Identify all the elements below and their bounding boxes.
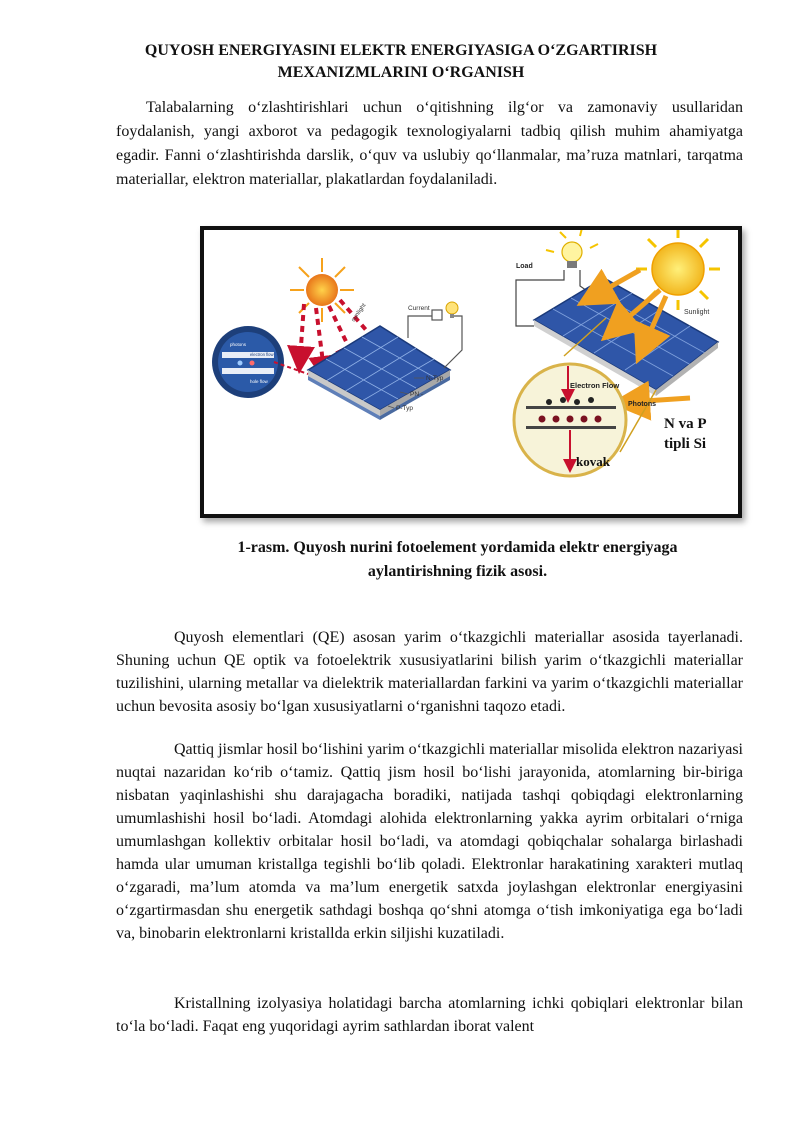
n-type-label: N-Typ <box>426 375 444 382</box>
intro-paragraph: Talabalarning o‘zlashtirishlari uchun o‘qitishning ilg‘or va zamonaviy usullaridan foydalanish, yangi axborot va pedagogik texnologiyalarni tadbiq qilish muhim ahamiyatga egadir. Fanni o‘zlashtirishda darslik, o‘quv va uslubiy qo‘llanmalar, ma’ruza matnlari, tarqatma materiallar, elektron materiallar, plakatlardan foydalaniladi. <box>116 99 743 188</box>
n-va-p-label: N va P <box>664 416 707 432</box>
photons-label: photons <box>230 342 247 347</box>
body-paragraph-1: Quyosh elementlari (QE) asosan yarim o‘tkazgichli materiallar asosida tayerlanadi. Shuning uchun QE optik va fotoelektrik xususiyatlarini bilish yarim o‘tkazgichli materiallar tuzilishini, ularning metallar va dielektrik materiallardan farkini va yarim o‘tkazgichli materiallar uchun bevosita asosiy bo‘lgan xususiyatlarni o‘rganishni taqozo etadi. <box>116 629 743 715</box>
electron-flow-text: Electron Flow <box>570 381 620 390</box>
figure-caption: 1-rasm. Quyosh nurini fotoelement yordamida elektr energiyaga aylantirishning fizik asosi. <box>237 539 678 580</box>
p-type-label: P-Typ <box>396 405 413 412</box>
tipli-si-label: tipli Si <box>664 436 707 452</box>
electron-flow-lens-label <box>570 381 619 390</box>
right-photons-label: Photons <box>628 401 656 408</box>
left-sun-icon <box>290 258 354 322</box>
electron-flow-label: electron flow <box>250 352 274 357</box>
load-label: Load <box>516 263 533 270</box>
left-solar-panel <box>308 326 450 420</box>
document-title: QUYOSH ENERGIYASINI ELEKTR ENERGIYASIGA O‘ZGARTIRISH MEXANIZMLARINI O‘RGANISH <box>144 42 658 81</box>
current-label: Current <box>408 305 430 312</box>
pn-label: PN - <box>410 391 423 398</box>
load-bulb-icon <box>546 230 598 268</box>
right-sunlight-label: Sunlight <box>684 309 710 316</box>
body-paragraph-3: Kristallning izolyasiya holatidagi barcha atomlarning ichki qobiqlari elektronlar bilan to‘la bo‘ladi. Faqat eng yuqoridagi ayrim sathlardan iborat valent <box>116 995 743 1035</box>
solar-cell-figure <box>200 226 742 518</box>
kovak-label: kovak <box>576 454 610 469</box>
hole-flow-label: hole flow <box>250 379 268 384</box>
left-sunlight-label: sunlight <box>350 302 368 324</box>
electron-hole-circle <box>212 326 308 398</box>
body-paragraph-2: Qattiq jismlar hosil bo‘lishini yarim o‘tkazgichli materiallar misolida elektron nazariyasi nuqtai nazaridan ko‘rib o‘tamiz. Qattiq jism hosil bo‘lishi jarayonida, atomlarning bir-biriga nisbatan yaqinlashishi shu darajagacha boradiki, natijada tashqi qobiqdagi elektronlarning umumlashishi hosil bo‘ladi. Atomdagi alohida elektronlarning yakka ayrim orbitalari o‘rniga umumlashgan kollektiv orbitalar hosil bo‘ladi, va atomdagi qobiqchalar sohalarga birlashadi hamda ular umuman kristallga tegishli bo‘lib qoladi. Elektronlar harakatining xarakteri mutlaq o‘zgaradi, ma’lum atomda va ma’lum energetik satxda joylashgan elektronlar energiyasini o‘zgartirmasdan shu energetik sathdagi boshqa qo‘shni atomga o‘tish imkoniyatiga ega bo‘ladi va, binobarin elektronlarni kristallda erkin siljishi kuzatiladi. <box>116 741 743 942</box>
